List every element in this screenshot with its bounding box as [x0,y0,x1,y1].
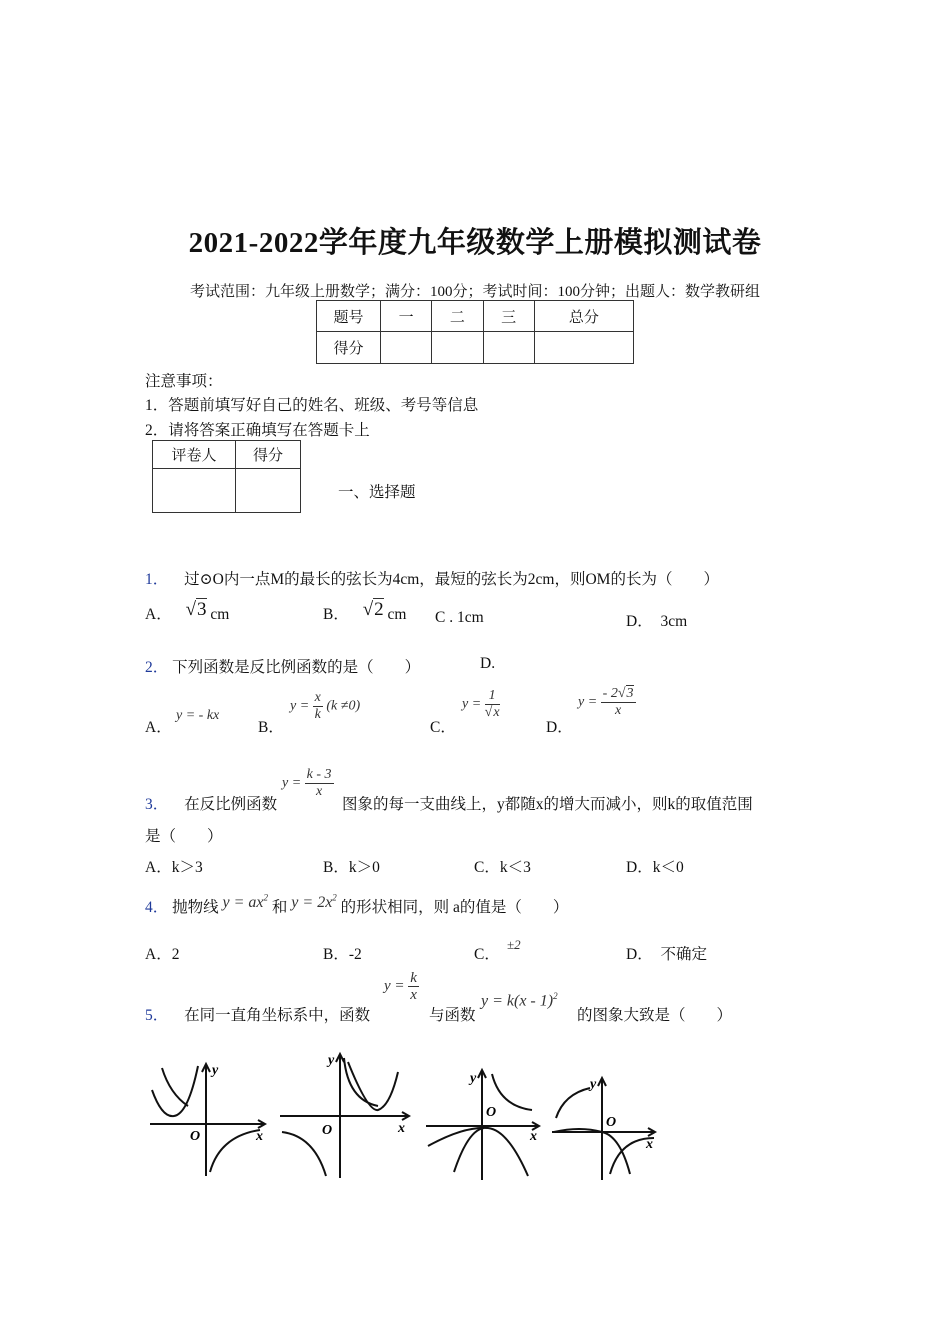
axis-x-label: x [646,1137,653,1152]
radicand: 3 [626,686,634,701]
q2-option-a-expr: y = - kx [176,708,220,723]
exponent: 2 [553,991,558,1001]
axis-x-label: x [256,1129,263,1144]
q5-expr-1 [384,970,419,1003]
question-text-pre: 抛物线 [172,899,219,916]
q2-option-d-expr [578,686,636,719]
exam-info: 考试范围：九年级上册数学；满分：100分；考试时间：100分钟；出题人：数学教研组 [189,284,760,300]
question-text: 过⊙O内一点M的最长的弦长为4cm，最短的弦长为2cm，则OM的长为（ ） [184,571,719,588]
note-item: 2．请将答案正确填写在答题卡上 [145,422,370,439]
numerator: k [410,970,417,986]
expr-lhs: y = [462,696,482,712]
exponent: 2 [263,892,269,903]
option-unit: cm [210,606,230,623]
axis-x-label: x [530,1129,537,1144]
option-label: A． [145,606,172,623]
grader-header: 得分 [236,441,301,469]
page-title: 2021-2022学年度九年级数学上册模拟测试卷 [188,227,762,259]
score-header-cell: 总分 [534,301,633,332]
section-title: 一、选择题 [338,484,416,501]
question-2 [145,655,420,677]
question-text: 的图象大致是（ ） [577,1007,733,1024]
score-row-label: 得分 [317,332,381,364]
q2-option-c-label[interactable]: C． [430,719,456,736]
q3-option-a[interactable]: A．k＞3 [145,859,203,876]
q4-option-b[interactable]: B．-2 [323,946,362,963]
notes-heading: 注意事项： [145,373,223,390]
q3-option-b[interactable]: B．k＞0 [323,859,380,876]
q3-expr [282,767,334,800]
radicand: 2 [374,599,384,620]
axis-y-label: y [590,1077,597,1092]
denominator: k [314,707,321,722]
q5-graph-c[interactable] [424,1064,548,1184]
question-text: 图象的每一支曲线上，y都随x的增大而减小，则k的取值范围 [342,796,753,813]
exponent: 2 [332,892,337,903]
score-blank-cell[interactable] [432,332,483,364]
q2-option-a-label[interactable]: A． [145,719,172,736]
q2-option-c-expr [462,688,500,721]
q1-option-d[interactable]: D． 3cm [626,613,688,630]
origin-label: O [190,1129,201,1144]
question-number: 3． [145,796,169,813]
score-header-cell: 题号 [317,301,381,332]
q4-option-c-value: ±2 [507,937,521,952]
score-table [316,300,634,364]
question-text-mid: 与函数 [429,1007,476,1024]
score-blank-cell[interactable] [483,332,534,364]
q4-option-a[interactable]: A．2 [145,946,180,963]
question-number: 1． [145,571,169,588]
option-unit: cm [387,606,407,623]
q2-option-d-label[interactable]: D． [546,719,573,736]
denominator: x [493,705,500,720]
fraction [408,970,419,1003]
question-1 [145,567,719,589]
q5-expr-2 [481,991,558,1010]
fraction [313,690,323,723]
denominator: x [614,703,622,718]
question-text: 下列函数是反比例函数的是（ ） [172,659,421,676]
question-5 [145,1003,370,1025]
numerator: - 2 [602,686,618,701]
fraction: $\frac{1}{√x}$ [484,688,500,720]
grader-blank-cell[interactable] [236,469,301,513]
q5-graph-a[interactable] [148,1060,272,1180]
score-header-cell: 一 [381,301,432,332]
score-blank-cell[interactable] [534,332,633,364]
expr-lhs: y = [384,977,405,994]
q2-option-b-label[interactable]: B． [258,719,284,736]
expr-2: y = 2x [291,894,333,911]
q5-graph-d[interactable] [550,1074,664,1184]
expr-lhs: y = [282,775,302,791]
q2-stray-label: D. [480,655,496,672]
score-blank-cell[interactable] [381,332,432,364]
grader-blank-cell[interactable] [153,469,236,513]
q1-option-c[interactable]: C . 1cm [435,609,484,626]
axis-y-label: y [328,1053,335,1068]
question-text-pre: 在同一直角坐标系中，函数 [184,1007,371,1024]
expr-lhs: y = [578,694,598,710]
q3-option-c[interactable]: C．k＜3 [474,859,531,876]
q4-option-d[interactable]: D． 不确定 [626,946,707,963]
expr-condition: (k ≠0) [326,698,361,714]
question-3 [145,792,277,814]
option-label: B． [323,606,349,623]
fraction: $\frac{- 2√3}{x}$ [602,686,634,718]
axis-y-label: y [470,1071,477,1086]
grader-header: 评卷人 [153,441,236,469]
q1-option-a[interactable]: A． √3 cm [145,599,230,623]
question-number: 2． [145,659,169,676]
question-number: 5． [145,1007,169,1024]
question-text-cont: 是（ ） [145,828,223,845]
q5-graph-b[interactable] [278,1050,414,1180]
score-header-cell: 三 [483,301,534,332]
denominator: x [316,784,323,799]
question-text-mid: 和 [271,899,288,916]
denominator: x [410,987,417,1003]
note-item: 1．答题前填写好自己的姓名、班级、考号等信息 [145,397,479,414]
question-text-pre: 在反比例函数 [184,796,278,813]
origin-label: O [486,1105,497,1120]
numerator: x [314,690,321,705]
question-number: 4． [145,899,169,916]
q2-option-b-expr [290,690,360,723]
grader-table [152,440,301,513]
q3-option-d[interactable]: D．k＜0 [626,859,684,876]
question-text: 的形状相同，则 a的值是（ ） [340,899,569,916]
axis-x-label: x [398,1121,405,1136]
q4-option-c-label[interactable]: C． [474,946,500,963]
expr-body: y = k(x - 1) [481,992,554,1010]
axis-y-label: y [212,1063,219,1078]
origin-label: O [322,1123,333,1138]
numerator: 1 [485,688,500,705]
score-header-cell: 二 [432,301,483,332]
origin-label: O [606,1115,617,1130]
question-4 [145,892,569,917]
expr-lhs: y = [290,698,310,714]
radicand: 3 [197,599,207,620]
q1-option-b[interactable]: B． √2 cm [323,599,407,623]
fraction [305,767,334,800]
numerator: k - 3 [306,767,332,782]
expr-1: y = ax [222,894,264,911]
